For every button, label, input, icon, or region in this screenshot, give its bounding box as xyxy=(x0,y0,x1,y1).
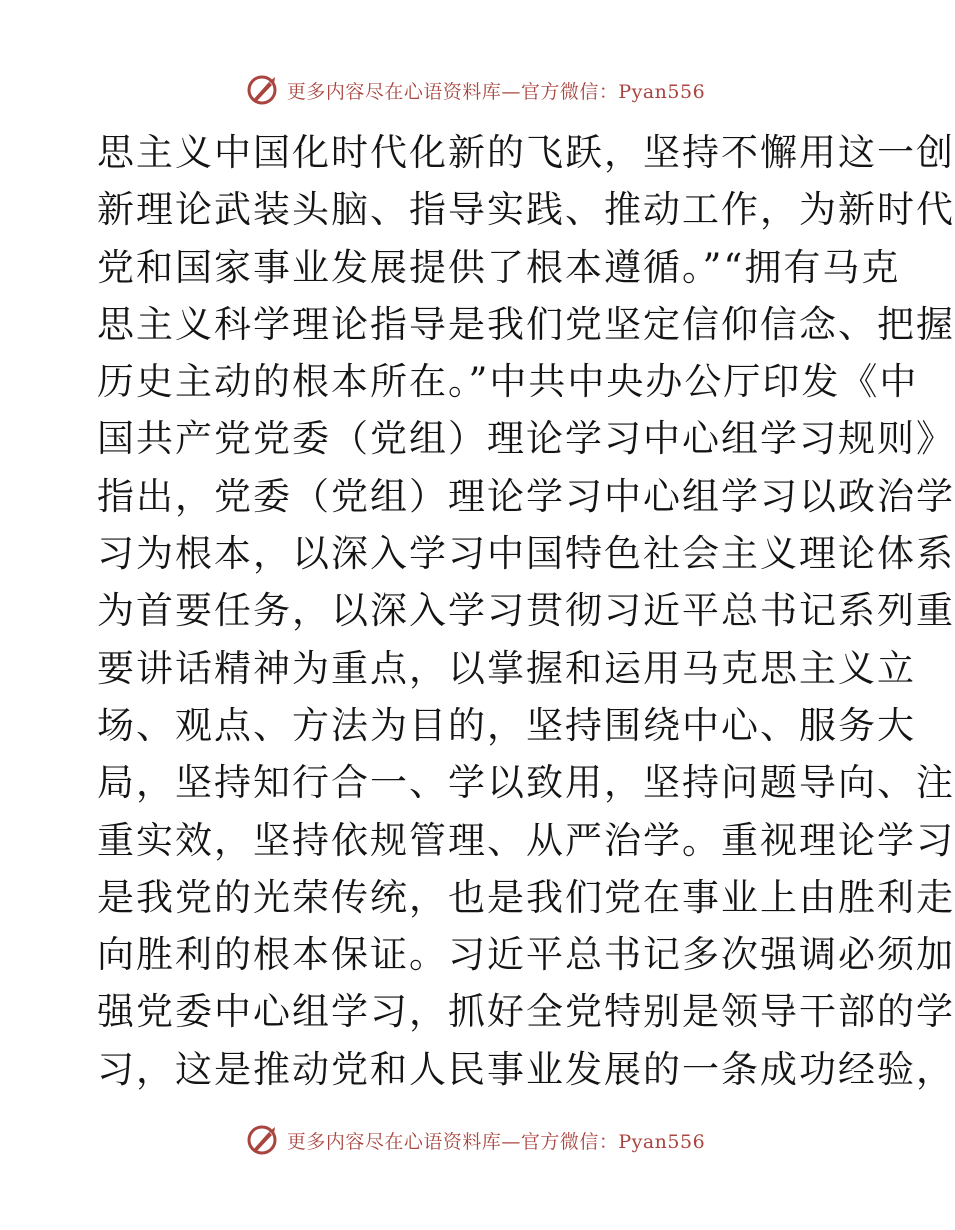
body-line: 思主义科学理论指导是我们党坚定信仰信念、把握 xyxy=(97,302,955,346)
body-line: 新理论武装头脑、指导实践、推动工作，为新时代 xyxy=(97,188,955,232)
body-line: 要讲话精神为重点，以掌握和运用马克思主义立 xyxy=(97,646,916,690)
body-line: 为首要任务，以深入学习贯彻习近平总书记系列重 xyxy=(97,589,955,633)
footer-watermark-text: 更多内容尽在心语资料库—官方微信：Pyan556 xyxy=(286,1130,706,1153)
body-line: 场、观点、方法为目的，坚持围绕中心、服务大 xyxy=(97,703,916,747)
body-line: 重实效，坚持依规管理、从严治学。重视理论学习 xyxy=(97,818,955,862)
body-line: 历史主动的根本所在。”中共中央办公厅印发《中 xyxy=(97,360,919,404)
body-line: 习为根本，以深入学习中国特色社会主义理论体系 xyxy=(97,532,955,576)
body-line: 国共产党党委（党组）理论学习中心组学习规则》 xyxy=(97,417,955,461)
header-watermark-text: 更多内容尽在心语资料库—官方微信：Pyan556 xyxy=(286,80,706,103)
header-watermark xyxy=(0,70,950,110)
quill-pen-circle-logo-icon xyxy=(245,1123,279,1157)
body-line: 是我党的光荣传统，也是我们党在事业上由胜利走 xyxy=(97,875,955,919)
body-line: 强党委中心组学习，抓好全党特别是领导干部的学 xyxy=(97,990,955,1034)
body-line: 向胜利的根本保证。习近平总书记多次强调必须加 xyxy=(97,933,955,977)
document-body xyxy=(97,124,955,1098)
body-line: 思主义中国化时代化新的飞跃，坚持不懈用这一创 xyxy=(97,131,955,174)
body-line: 局，坚持知行合一、学以致用，坚持问题导向、注 xyxy=(97,761,955,805)
footer-watermark xyxy=(0,1120,950,1160)
body-line: 习，这是推动党和人民事业发展的一条成功经验， xyxy=(97,1047,955,1091)
quill-pen-circle-logo-icon xyxy=(245,73,279,107)
body-line: 党和国家事业发展提供了根本遵循。”“拥有马克 xyxy=(97,245,901,289)
body-line: 指出，党委（党组）理论学习中心组学习以政治学 xyxy=(97,474,955,518)
